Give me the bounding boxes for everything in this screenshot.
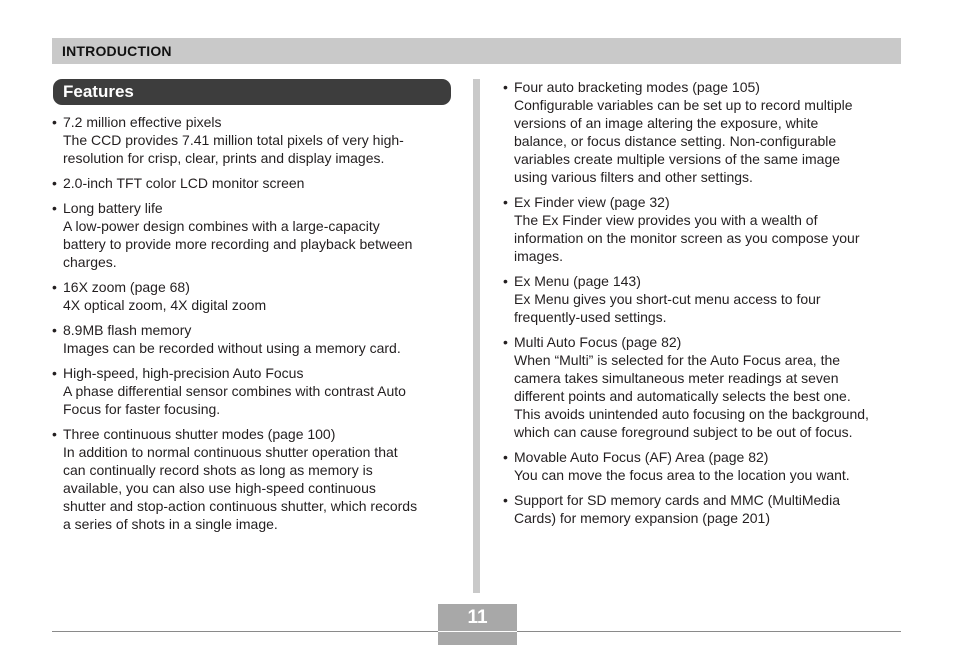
bullet-icon: • [503,449,508,465]
feature-item [52,113,452,167]
feature-text: 2.0-inch TFT color LCD monitor screen [63,175,305,191]
bullet-icon: • [52,200,57,216]
feature-text: 16X zoom (page 68) 4X optical zoom, 4X digital zoom [63,279,267,313]
bullet-icon: • [52,114,57,130]
feature-text: Ex Menu (page 143) Ex Menu gives you short-cut menu access to four frequently-used settings. [514,273,821,325]
bullet-icon: • [503,194,508,210]
page-number-badge [438,604,517,645]
feature-text: 8.9MB flash memory Images can be recorded without using a memory card. [63,322,401,356]
feature-text: 7.2 million effective pixels The CCD provides 7.41 million total pixels of very high- resolution for crisp, clear, prints and display images. [63,114,404,166]
right-column [503,78,903,534]
feature-item [503,448,903,484]
feature-text: Three continuous shutter modes (page 100) In addition to normal continuous shutter operation that can continually record shots as long as memory is available, you can also use high-speed continuous shutter and stop-action continuous shutter, which records a series of shots in a single image. [63,426,418,532]
feature-text: Ex Finder view (page 32) The Ex Finder view provides you with a wealth of information on the monitor screen as you compose your images. [514,194,860,264]
feature-item [503,193,903,265]
bullet-icon: • [52,426,57,442]
feature-item [52,364,452,418]
page-number: 11 [467,607,488,628]
header-bar [52,38,901,64]
left-column [52,113,452,540]
bullet-icon: • [503,79,508,95]
bullet-icon: • [52,365,57,381]
feature-item [52,174,452,192]
feature-item [503,491,903,527]
feature-text: Support for SD memory cards and MMC (MultiMedia Cards) for memory expansion (page 201) [514,492,840,526]
feature-text: Long battery life A low-power design combines with a large-capacity battery to provide more recording and playback between charges. [63,200,413,270]
feature-item [503,333,903,441]
feature-text: Movable Auto Focus (AF) Area (page 82) You can move the focus area to the location you want. [514,449,850,483]
bullet-icon: • [503,334,508,350]
feature-text: Four auto bracketing modes (page 105) Configurable variables can be set up to record multiple versions of an image altering the exposure, white balance, or focus distance setting. Non-configurable variables create multiple versions of the same image using various filters and other settings. [514,79,853,185]
bullet-icon: • [52,175,57,191]
section-title: Features [63,82,134,101]
bullet-icon: • [503,273,508,289]
feature-text: High-speed, high-precision Auto Focus A phase differential sensor combines with contrast Auto Focus for faster focusing. [63,365,406,417]
feature-item [52,199,452,271]
feature-item [52,425,452,533]
bullet-icon: • [52,279,57,295]
feature-item [503,272,903,326]
section-heading [53,79,451,105]
feature-item [52,278,452,314]
column-divider [473,79,480,593]
chapter-title: INTRODUCTION [62,43,172,59]
feature-text: Multi Auto Focus (page 82) When “Multi” is selected for the Auto Focus area, the camera takes simultaneous meter readings at seven different points and automatically selects the best one. This avoids unintended auto focusing on the background, which can cause foreground subject to be out of focus. [514,334,869,440]
feature-item [52,321,452,357]
feature-item [503,78,903,186]
bullet-icon: • [52,322,57,338]
bullet-icon: • [503,492,508,508]
